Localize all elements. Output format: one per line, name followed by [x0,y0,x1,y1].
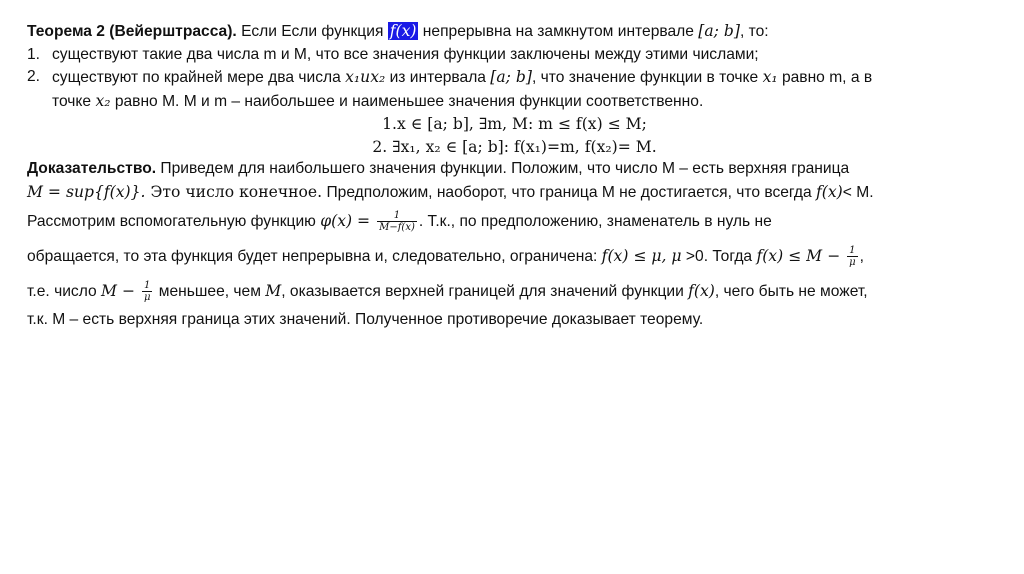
list-item-1 [27,44,1002,67]
text-fragment: . Т.к., по предположению, знаменатель в нуль не [418,213,772,230]
fraction [847,245,858,268]
fraction-numerator: 1 [377,210,417,222]
fraction [377,210,417,233]
list-item-2-line-1 [52,66,1002,90]
formula-1: 1.x ∈ [a; b], ∃m, M: m ≤ f(x) ≤ M; [382,115,647,133]
theorem-line [27,20,1002,44]
text-fragment: равно m, а в [777,69,873,86]
fraction-numerator: 1 [142,280,153,292]
math-fx: f(x) [816,182,843,201]
text-fragment: , чего быть не может, [714,283,868,300]
theorem-interval: [a; b] [698,22,740,40]
text-fragment: Рассмотрим вспомогательную функцию [27,213,321,230]
fraction-numerator: 1 [847,245,858,257]
proof-title: Доказательство. [27,160,157,177]
text-fragment: точке [52,92,96,110]
text-fragment: , оказывается верхней границей для значений функции [281,283,689,300]
math-x1-x2: x₁иx₂ [345,68,386,86]
fx-highlight: f(x) [389,22,417,40]
text-fragment: из интервала [385,69,491,86]
math-sup: M = sup{f(x)}. [27,182,146,201]
math-phi: φ(x) = [320,212,376,230]
proof-line-1 [27,158,1002,181]
text-fragment: Приведем для наибольшего значения функции. Положим, что число M – есть верхняя граница [156,160,850,177]
theorem-intro-pre: Если Если функция [236,23,388,40]
math-fx: f(x) [688,282,715,300]
math-fx-mu: f(x) ≤ μ, μ [601,247,682,265]
serif-fragment: Это число конечное. [145,182,323,201]
theorem-intro-end: , то: [739,23,769,40]
text-fragment: Предположим, наоборот, что граница M не достигается, что всегда [322,183,817,201]
list-item-number: 2. [27,68,41,85]
fraction-denominator: μ [849,257,856,269]
proof-line-2 [27,181,1002,205]
math-interval: [a; b] [490,68,532,86]
fraction-denominator: μ [143,292,151,304]
list-item-2-line-2 [52,90,1002,114]
proof-line-4 [27,239,1002,274]
text-fragment: равно M. M и m – наибольшее и наименьшее значения функции соответственно. [110,92,704,110]
theorem-title: Теорема 2 (Вейерштрасса). [27,23,237,40]
text-fragment: т.к. M – есть верхняя граница этих значений. Полученное противоречие доказывает теорему. [27,311,704,328]
math-M: M − [101,282,140,300]
theorem-intro-post: непрерывна на замкнутом интервале [418,23,699,40]
text-fragment: , [859,248,864,265]
text-fragment: меньшее, чем [154,283,266,300]
text-fragment: , что значение функции в точке [531,69,763,86]
fraction-denominator: M−f(x) [379,222,415,234]
math-fx-M: f(x) ≤ M − [756,247,846,265]
text-fragment: существуют по крайней мере два числа [52,69,346,86]
math-x1: x₁ [762,68,778,86]
fraction [142,280,153,303]
text-fragment: >0. Тогда [681,248,757,265]
list-item-2 [27,66,1002,113]
text-fragment: < M. [842,183,874,201]
proof-line-3 [27,204,1002,239]
proof-line-5 [27,274,1002,309]
math-x2: x₂ [95,91,111,110]
text-fragment: обращается, то эта функция будет непрерывна и, следовательно, ограничена: [27,248,602,265]
slide-content [27,20,1002,332]
formula-2: 2. ∃x₁, x₂ ∈ [a; b]: f(x₁)=m, f(x₂)= M. [372,137,657,156]
list-item-text: существуют такие два числа m и M, что все значения функции заключены между этими числами; [52,45,759,63]
text-fragment: т.е. число [27,283,101,300]
math-M: M [265,282,282,300]
list-item-number: 1. [27,45,41,63]
proof-line-6 [27,309,1002,332]
